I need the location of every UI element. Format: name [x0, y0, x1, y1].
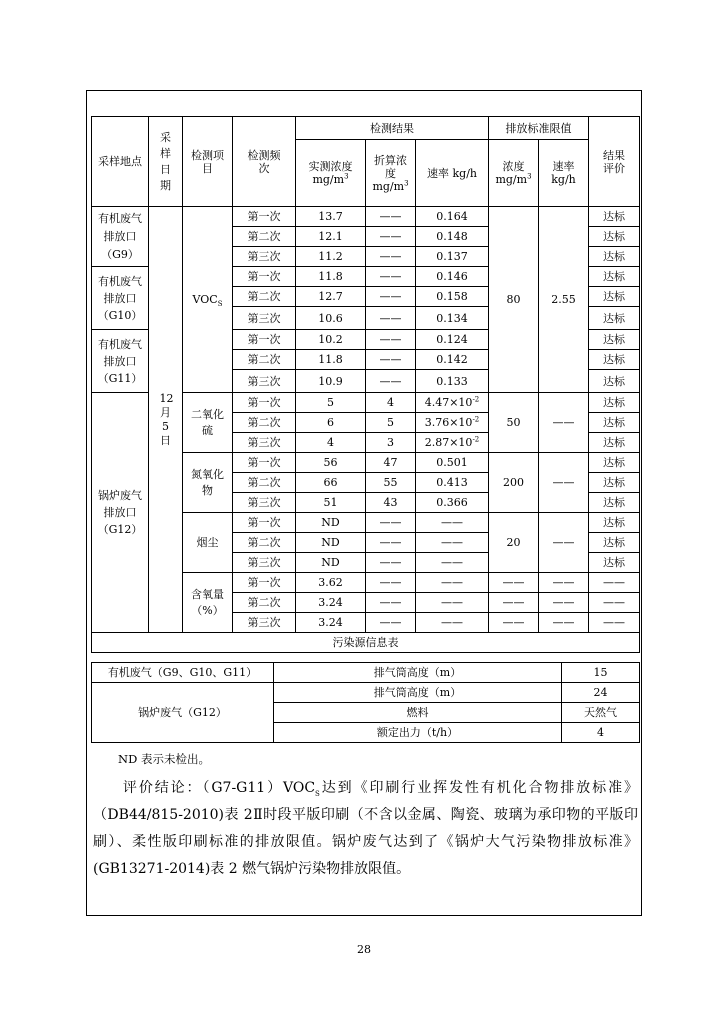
measured-cell: 11.8	[296, 267, 366, 287]
freq-cell: 第三次	[233, 370, 296, 393]
measured-cell: 11.2	[296, 247, 366, 267]
freq-cell: 第一次	[233, 267, 296, 287]
limit-conc-cell: ——	[489, 593, 539, 613]
rate-cell: 0.164	[416, 207, 489, 227]
site-g11: 有机废气排放口（G11）	[92, 330, 149, 393]
limit-rate-cell: ——	[539, 613, 589, 633]
converted-cell: 55	[366, 473, 416, 493]
item-dust: 烟尘	[183, 513, 233, 573]
site-g12: 锅炉废气排放口（G12）	[92, 393, 149, 633]
measured-cell: ND	[296, 553, 366, 573]
limit-conc-so2: 50	[489, 393, 539, 453]
rate-cell: ——	[416, 613, 489, 633]
freq-cell: 第一次	[233, 393, 296, 413]
header-converted: 折算浓度 $mg/m^3$	[366, 140, 416, 207]
freq-cell: 第二次	[233, 350, 296, 370]
freq-cell: 第一次	[233, 453, 296, 473]
rate-cell: $4.47\times 10^{-2}$	[416, 393, 489, 413]
limit-rate-dust: ——	[539, 513, 589, 573]
eval-cell: 达标	[589, 413, 640, 433]
measured-cell: 4	[296, 433, 366, 453]
site-g9: 有机废气排放口（G9）	[92, 207, 149, 267]
rate-cell: 0.366	[416, 493, 489, 513]
eval-cell: 达标	[589, 267, 640, 287]
limit-conc-vocs: 80	[489, 207, 539, 393]
rate-cell: ——	[416, 573, 489, 593]
rate-cell: 0.134	[416, 307, 489, 330]
eval-cell: ——	[589, 593, 640, 613]
header-limit-rate: 速率 kg/h	[539, 140, 589, 207]
rate-cell: 0.148	[416, 227, 489, 247]
converted-cell: ——	[366, 593, 416, 613]
converted-cell: ——	[366, 513, 416, 533]
eval-cell: ——	[589, 573, 640, 593]
freq-cell: 第二次	[233, 533, 296, 553]
param-value: 15	[562, 663, 640, 683]
converted-cell: 43	[366, 493, 416, 513]
freq-cell: 第三次	[233, 307, 296, 330]
converted-cell: ——	[366, 330, 416, 350]
limit-conc-dust: 20	[489, 513, 539, 573]
freq-cell: 第二次	[233, 287, 296, 307]
measured-cell: 3.62	[296, 573, 366, 593]
rate-cell: 0.501	[416, 453, 489, 473]
rate-cell: ——	[416, 533, 489, 553]
freq-cell: 第二次	[233, 593, 296, 613]
header-limits: 排放标准限值	[489, 117, 589, 140]
measured-cell: 66	[296, 473, 366, 493]
site-g10: 有机废气排放口（G10）	[92, 267, 149, 330]
param-value: 24	[562, 683, 640, 703]
eval-cell: 达标	[589, 227, 640, 247]
header-evaluation: 结果评价	[589, 117, 640, 207]
rate-cell: 0.137	[416, 247, 489, 267]
eval-cell: 达标	[589, 350, 640, 370]
converted-cell: 4	[366, 393, 416, 413]
eval-cell: 达标	[589, 370, 640, 393]
nd-note: ND 表示未检出。	[118, 752, 210, 766]
header-results: 检测结果	[296, 117, 489, 140]
eval-cell: 达标	[589, 393, 640, 413]
limit-rate-nox: ——	[539, 453, 589, 513]
eval-cell: 达标	[589, 493, 640, 513]
freq-cell: 第一次	[233, 513, 296, 533]
measured-cell: 12.7	[296, 287, 366, 307]
converted-cell: ——	[366, 370, 416, 393]
conclusion-lead: 评价结论：（G7-G11）VOC	[121, 780, 316, 796]
converted-cell: 5	[366, 413, 416, 433]
freq-cell: 第一次	[233, 573, 296, 593]
rate-cell: $3.76\times 10^{-2}$	[416, 413, 489, 433]
measured-cell: 5	[296, 393, 366, 413]
header-row-1	[92, 117, 640, 140]
item-vocs: $VOC_S$	[183, 207, 233, 393]
limit-conc-cell: ——	[489, 613, 539, 633]
eval-cell: 达标	[589, 330, 640, 350]
eval-cell: 达标	[589, 247, 640, 267]
converted-cell: 47	[366, 453, 416, 473]
eval-cell: 达标	[589, 207, 640, 227]
measured-cell: 12.1	[296, 227, 366, 247]
table-row	[92, 663, 640, 683]
page-number: 28	[357, 943, 371, 956]
freq-cell: 第三次	[233, 493, 296, 513]
conclusion-paragraph	[93, 775, 638, 883]
param-name: 燃料	[274, 703, 562, 723]
header-rate: 速率 kg/h	[416, 140, 489, 207]
freq-cell: 第三次	[233, 553, 296, 573]
measured-cell: 3.24	[296, 613, 366, 633]
limit-conc-cell: ——	[489, 573, 539, 593]
header-item: 检测项目	[183, 117, 233, 207]
limit-rate-so2: ——	[539, 393, 589, 453]
converted-cell: ——	[366, 613, 416, 633]
param-value: 4	[562, 723, 640, 743]
freq-cell: 第三次	[233, 613, 296, 633]
measured-cell: 3.24	[296, 593, 366, 613]
limit-rate-cell: ——	[539, 593, 589, 613]
param-name: 排气筒高度（m）	[274, 663, 562, 683]
eval-cell: 达标	[589, 553, 640, 573]
source-info-title-row	[92, 633, 640, 653]
freq-cell: 第二次	[233, 413, 296, 433]
eval-cell: 达标	[589, 533, 640, 553]
item-nox: 氮氧化物	[183, 453, 233, 513]
monitoring-results-table	[91, 116, 640, 653]
organic-label: 有机废气（G9、G10、G11）	[92, 663, 274, 683]
header-freq: 检测频次	[233, 117, 296, 207]
freq-cell: 第一次	[233, 207, 296, 227]
eval-cell: 达标	[589, 513, 640, 533]
converted-cell: ——	[366, 573, 416, 593]
rate-cell: 0.124	[416, 330, 489, 350]
rate-cell: ——	[416, 513, 489, 533]
param-name: 排气筒高度（m）	[274, 683, 562, 703]
measured-cell: 10.2	[296, 330, 366, 350]
header-date: 采样日期	[149, 117, 183, 207]
measured-cell: 6	[296, 413, 366, 433]
source-info-table	[91, 662, 640, 743]
measured-cell: 13.7	[296, 207, 366, 227]
rate-cell: 0.142	[416, 350, 489, 370]
converted-cell: ——	[366, 350, 416, 370]
converted-cell: ——	[366, 227, 416, 247]
eval-cell: 达标	[589, 453, 640, 473]
limit-conc-nox: 200	[489, 453, 539, 513]
limit-rate-cell: ——	[539, 573, 589, 593]
param-value: 天然气	[562, 703, 640, 723]
header-site: 采样地点	[92, 117, 149, 207]
rate-cell: ——	[416, 593, 489, 613]
item-so2: 二氧化硫	[183, 393, 233, 453]
conclusion-body: 达到《印刷行业挥发性有机化合物排放标准》（DB44/815-2010)表 2Ⅱ时段平版印刷（不含以金属、陶瓷、玻璃为承印物的平版印刷）、柔性版印刷标准的排放限值。锅炉废气达到了《锅炉大气污染物排放标准》(GB13271-2014)表 2 燃气锅炉污染物排放限值。	[93, 780, 638, 877]
eval-cell: 达标	[589, 287, 640, 307]
rate-cell: 0.133	[416, 370, 489, 393]
sampling-date: 12月5日	[149, 207, 183, 633]
converted-cell: ——	[366, 267, 416, 287]
converted-cell: ——	[366, 533, 416, 553]
freq-cell: 第三次	[233, 433, 296, 453]
eval-cell: 达标	[589, 307, 640, 330]
eval-cell: 达标	[589, 433, 640, 453]
header-measured: 实测浓度 $mg/m^3$	[296, 140, 366, 207]
boiler-label: 锅炉废气（G12）	[92, 683, 274, 743]
eval-cell: ——	[589, 613, 640, 633]
converted-cell: ——	[366, 307, 416, 330]
header-limit-conc: 浓度 $mg/m^3$	[489, 140, 539, 207]
rate-cell: ——	[416, 553, 489, 573]
table-row	[92, 683, 640, 703]
converted-cell: ——	[366, 247, 416, 267]
converted-cell: 3	[366, 433, 416, 453]
limit-rate-vocs: 2.55	[539, 207, 589, 393]
rate-cell: 0.146	[416, 267, 489, 287]
rate-cell: $2.87\times 10^{-2}$	[416, 433, 489, 453]
item-o2: 含氧量（%）	[183, 573, 233, 633]
table-row	[92, 207, 640, 227]
freq-cell: 第一次	[233, 330, 296, 350]
freq-cell: 第二次	[233, 227, 296, 247]
rate-cell: 0.413	[416, 473, 489, 493]
source-info-title: 污染源信息表	[92, 633, 640, 653]
measured-cell: 10.9	[296, 370, 366, 393]
measured-cell: 51	[296, 493, 366, 513]
converted-cell: ——	[366, 553, 416, 573]
measured-cell: 10.6	[296, 307, 366, 330]
measured-cell: 11.8	[296, 350, 366, 370]
eval-cell: 达标	[589, 473, 640, 493]
measured-cell: 56	[296, 453, 366, 473]
rate-cell: 0.158	[416, 287, 489, 307]
measured-cell: ND	[296, 513, 366, 533]
param-name: 额定出力（t/h）	[274, 723, 562, 743]
freq-cell: 第三次	[233, 247, 296, 267]
converted-cell: ——	[366, 287, 416, 307]
measured-cell: ND	[296, 533, 366, 553]
freq-cell: 第二次	[233, 473, 296, 493]
conclusion-subscript: S	[315, 789, 320, 798]
converted-cell: ——	[366, 207, 416, 227]
